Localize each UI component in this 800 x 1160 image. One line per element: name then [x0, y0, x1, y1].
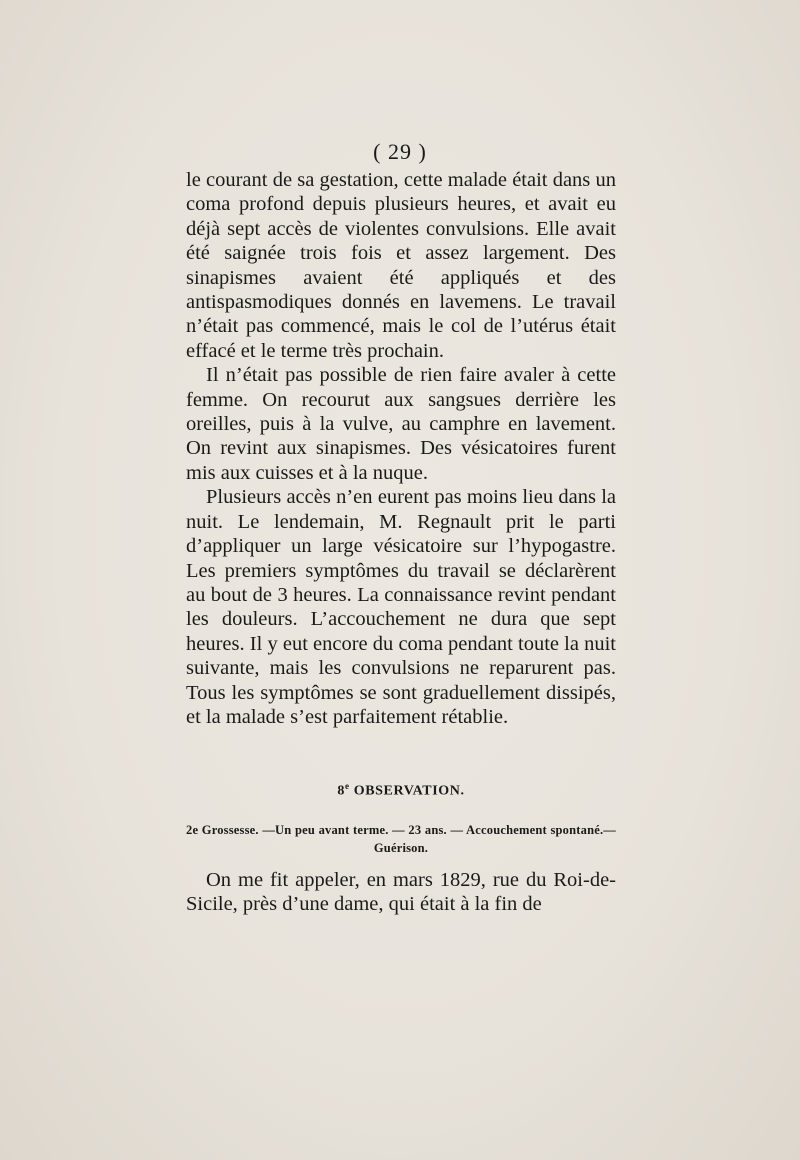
paragraph-new-case: On me fit appeler, en mars 1829, rue du Roi-de-Sicile, près d’une dame, qui était à la fin de	[186, 869, 616, 916]
paragraph-treatment: Il n’était pas possible de rien faire avaler à cette femme. On recourut aux sangsues derrière les oreilles, puis à la vulve, au camphre en lavement. On revint aux sinapismes. Des vésicatoires furent mis aux cuisses et à la nuque.	[186, 364, 616, 484]
section-number: 8	[337, 783, 346, 799]
case-summary: 2e Grossesse. —Un peu avant terme. — 23 ans. — Accouchement spontané.—Guérison.	[186, 823, 616, 855]
body-text-after	[186, 868, 616, 917]
section-heading	[186, 781, 616, 800]
page-number: ( 29 )	[373, 139, 427, 164]
paragraph-continuation: le courant de sa gestation, cette malade était dans un coma profond depuis plusieurs heures, et avait eu déjà sept accès de violentes convulsions. Elle avait été saignée trois fois et assez largement. Des sinapismes avaient été appliqués et des antispasmodiques donnés en lavemens. Le travail n’était pas commencé, mais le col de l’utérus était effacé et le terme très prochain.	[186, 169, 616, 362]
section-number-suffix: e	[345, 781, 350, 791]
paragraph-outcome: Plusieurs accès n’en eurent pas moins lieu dans la nuit. Le lendemain, M. Regnault prit le parti d’appliquer un large vésicatoire sur l’hypogastre. Les premiers symptômes du travail se déclarèrent au bout de 3 heures. La connaissance revint pendant les douleurs. L’accouchement ne dura que sept heures. Il y eut encore du coma pendant toute la nuit suivante, mais les convulsions ne reparurent pas. Tous les symptômes se sont graduellement dissipés, et la malade s’est parfaitement rétablie.	[186, 486, 616, 728]
body-text-before	[186, 168, 616, 729]
section-title: OBSERVATION.	[353, 783, 465, 799]
